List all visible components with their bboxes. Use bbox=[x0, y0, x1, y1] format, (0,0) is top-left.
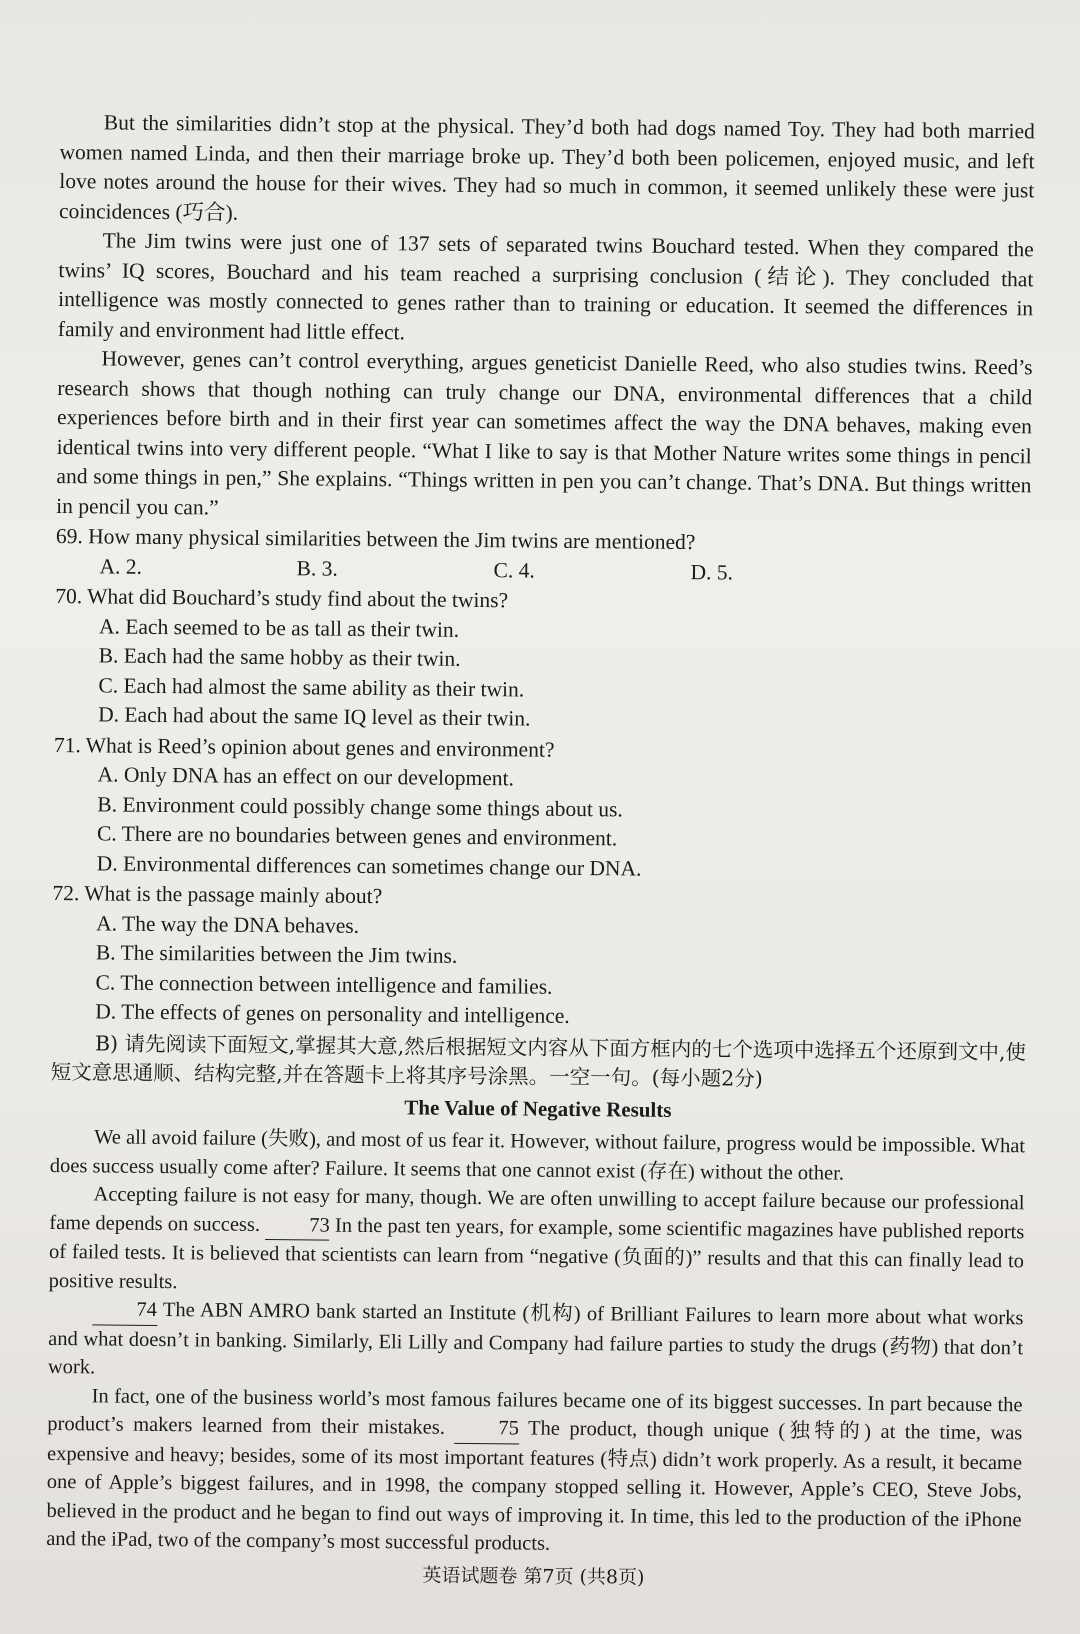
passage-title: The Value of Negative Results bbox=[404, 1094, 672, 1122]
option-c: C. There are no boundaries between genes and environment. bbox=[96, 821, 618, 851]
question-71 bbox=[53, 730, 1029, 887]
question-stem: 72. What is the passage mainly about? bbox=[52, 880, 383, 909]
option-a: A. 2. bbox=[99, 553, 143, 579]
blank-73: 73 bbox=[265, 1211, 330, 1241]
option-a: A. Each seemed to be as tall as their twin. bbox=[98, 613, 460, 642]
text-run: The product, though unique (独特的) at the time, was expensive and heavy; besides, some of its most important features (特点) didn’t work properly. As a result, it became one of Apple’s biggest failures, and in 1998, the company stopped selling it. However, Apple’s CEO, Steve Jobs, believed in the product and he began to find out ways of improving it. In time, this led to the production of the iPhone and the iPad, two of the company’s most successful products. bbox=[46, 1417, 1023, 1555]
option-b: B. 3. bbox=[296, 555, 338, 581]
passage-paragraph bbox=[46, 1381, 1023, 1562]
blank-74: 74 bbox=[92, 1295, 157, 1325]
question-stem: 70. What did Bouchard’s study find about the twins? bbox=[55, 583, 509, 613]
question-72 bbox=[51, 879, 1027, 1036]
question-69 bbox=[55, 522, 1031, 590]
passage-paragraph: However, genes can’t control everything, argues geneticist Danielle Reed, who also studies twins. Reed’s research shows that though nothing can truly change our DNA, environmental differences that a child experiences before birth and in their first year can sometimes affect the way the DNA behaves, making even identical twins into very different people. “What I like to say is that Mother Nature writes some things in pencil and some things in pen,” She explains. “Things written in pen you can’t change. That’s DNA. But things written in pencil you can.” bbox=[56, 346, 1033, 520]
passage-paragraph: We all avoid failure (失败), and most of us fear it. However, without failure, progress would be impossible. What does success usually come after? Failure. It seems that one cannot exist (存在) without the other. bbox=[49, 1126, 1026, 1185]
text-run: The ABN AMRO bank started an Institute (机构) of Brilliant Failures to learn more about what works and what doesn’t in banking. Similarly, Eli Lilly and Company had failure parties to study the drugs (药物) that don’t work. bbox=[47, 1299, 1024, 1379]
passage-paragraph: But the similarities didn’t stop at the physical. They’d both had dogs named Toy. They had both married women named Linda, and then their marriage broke up. They’d both been policemen, enjoyed music, and left love notes around the house for their wives. They had so much in common, it seemed unlikely these were just coincidences (巧合). bbox=[58, 110, 1035, 225]
page-footer: 英语试题卷 第7页 (共8页) bbox=[422, 1564, 645, 1589]
text-run: Accepting failure is not easy for many, though. We are often unwilling to accept failure because our professional fame depends on success. bbox=[49, 1183, 1025, 1236]
passage-paragraph bbox=[48, 1295, 1024, 1391]
option-a: A. Only DNA has an effect on our development. bbox=[97, 762, 515, 791]
option-a: A. The way the DNA behaves. bbox=[96, 910, 360, 938]
option-b: B. Environment could possibly change some things about us. bbox=[97, 791, 623, 821]
passage-paragraph: The Jim twins were just one of 137 sets of separated twins Bouchard tested. When they compared the twins’ IQ scores, Bouchard and his team reached a surprising conclusion (结论). They concluded that intelligence was mostly connected to genes rather than to training or education. It seemed the differences in family and environment had little effect. bbox=[57, 228, 1034, 344]
blank-75: 75 bbox=[454, 1414, 519, 1444]
option-d: D. The effects of genes on personality and intelligence. bbox=[95, 999, 570, 1028]
question-stem: 69. How many physical similarities between the Jim twins are mentioned? bbox=[55, 523, 696, 555]
question-stem: 71. What is Reed’s opinion about genes and environment? bbox=[53, 732, 555, 762]
passage-b bbox=[46, 1123, 1025, 1563]
option-c: C. The connection between intelligence and families. bbox=[95, 969, 553, 999]
option-d: D. Each had about the same IQ level as their twin. bbox=[98, 702, 531, 731]
page-content bbox=[46, 108, 1035, 1596]
option-c: C. 4. bbox=[493, 557, 535, 583]
option-b: B. The similarities between the Jim twins. bbox=[95, 940, 458, 968]
question-70 bbox=[54, 582, 1030, 739]
option-d: D. 5. bbox=[690, 559, 734, 584]
text-run: In part because the product’s makers learned from their mistakes. bbox=[47, 1392, 1023, 1439]
text-run: In fact, one of the business world’s most famous failures became one of its biggest successes. bbox=[91, 1384, 863, 1415]
passage-paragraph bbox=[49, 1180, 1025, 1304]
text-run: In the past ten years, for example, some scientific magazines have published reports of failed tests. It is believed that scientists can learn from “negative (负面的)” results and that this can finally lead to positive results. bbox=[48, 1214, 1025, 1293]
section-b-instructions: B) 请先阅读下面短文,掌握其大意,然后根据短文内容从下面方框内的七个选项中选择五个还原到文中,使短文意思通顺、结构完整,并在答题卡上将其序号涂黑。一空一句。(每小题2分) bbox=[50, 1030, 1027, 1091]
option-b: B. Each had the same hobby as their twin. bbox=[98, 643, 461, 671]
option-d: D. Environmental differences can sometimes change our DNA. bbox=[96, 850, 642, 881]
option-c: C. Each had almost the same ability as their twin. bbox=[98, 672, 525, 701]
